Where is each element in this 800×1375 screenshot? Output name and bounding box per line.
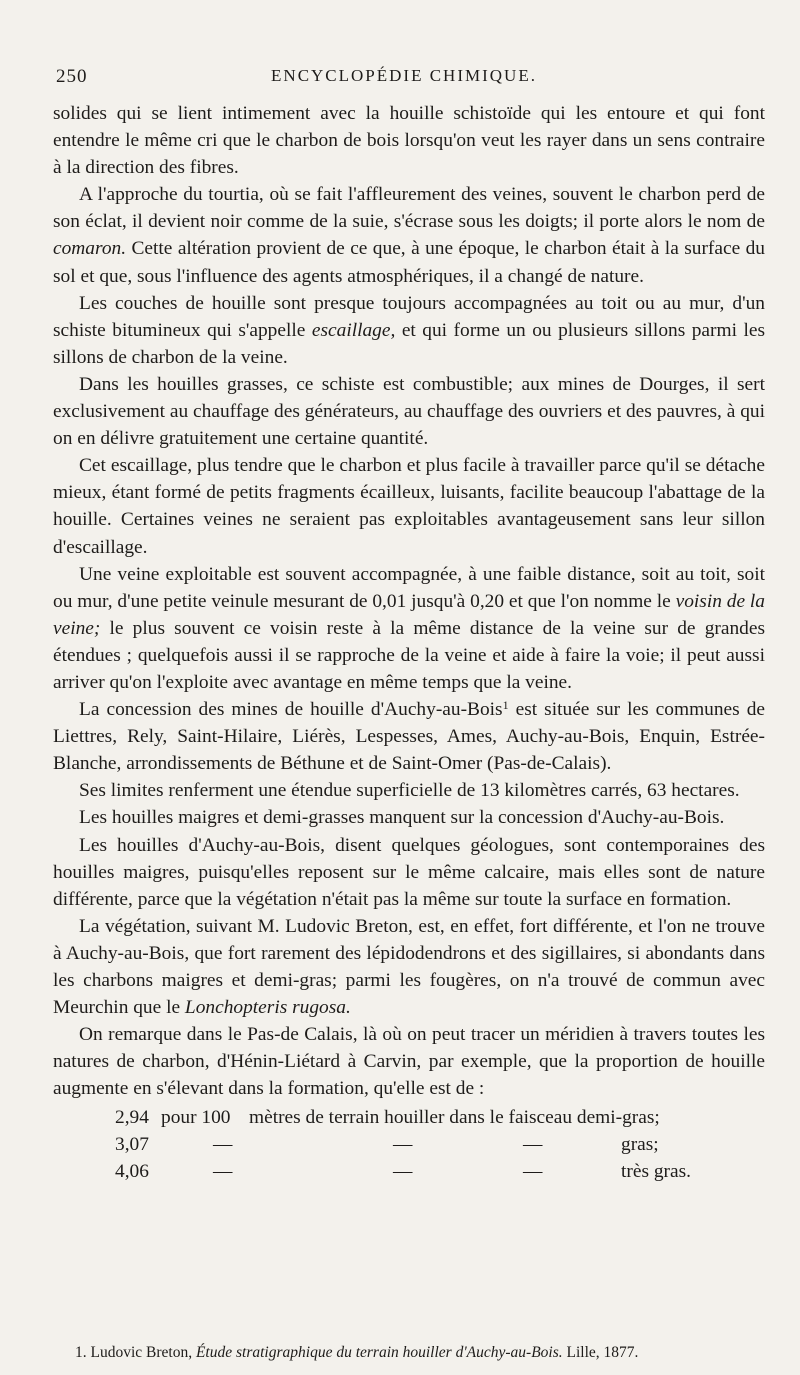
paragraph-6-text-b: le plus souvent ce voisin reste à la même distance de la veine sur de grandes étendues ; quelquefois aussi il se rapproche de la veine et aide à faire la voie; il peut aussi arriver qu'on l'exploite avec avantage en même temps que la veine. [53,617,765,693]
table-text: mètres de terrain houiller dans le faisceau demi-gras; [249,1107,660,1129]
table-dash: — [523,1134,543,1156]
paragraph-7-text-a: La concession des mines de houille d'Auchy-au-Bois [79,699,503,721]
table-grade: gras; [621,1134,659,1156]
table-dash: — [393,1134,413,1156]
footnote-number: 1. [75,1344,87,1361]
paragraph-3-text-a: Les couches de houille sont presque toujours accompagnées au toit ou au mur, d'un schiste bitumineux qui s'appelle [53,292,765,341]
table-unit: pour 100 [161,1107,231,1129]
proportion-table [53,1105,765,1186]
table-dash: — [393,1161,413,1183]
paragraph-6-text-a: Une veine exploitable est souvent accompagnée, à une faible distance, soit au toit, soit ou mur, d'une petite veinule mesurant de 0,01 jusqu'à 0,20 et que l'on nomme le [53,563,765,612]
table-row [53,1105,765,1132]
paragraph-9: Les houilles maigres et demi-grasses manquent sur la concession d'Auchy-au-Bois. [79,807,725,829]
paragraph-2 [53,181,765,289]
page-body [53,100,765,1186]
table-dash: — [213,1134,233,1156]
table-row [53,1159,765,1186]
paragraph-7-text-b: est située sur les communes de Liettres, Rely, Saint-Hilaire, Liérès, Lespesses, Ames, Auchy-au-Bois, Enquin, Estrée-Blanche, arrondissements de Béthune et de Saint-Omer (Pas-de-Calais). [53,699,766,775]
running-title: ENCYCLOPÉDIE CHIMIQUE. [271,66,537,85]
footnote-marker: 1 [502,698,509,713]
table-dash: — [523,1161,543,1183]
page-header [56,66,752,96]
paragraph-2-text-a: A l'approche du tourtia, où se fait l'affleurement des veines, souvent le charbon perd de son éclat, il devient noir comme de la suie, s'écrase sous les doigts; il porte alors le nom de [53,184,765,233]
footnote-author: Ludovic Breton, [90,1344,193,1361]
table-value: 2,94 [115,1107,149,1129]
paragraph-3 [53,290,765,371]
table-dash: — [213,1161,233,1183]
table-value: 3,07 [115,1134,149,1156]
paragraph-8: Ses limites renferment une étendue superficielle de 13 kilomètres carrés, 63 hectares. [79,780,740,802]
paragraph-1: solides qui se lient intimement avec la houille schistoïde qui les entoure et qui font entendre le même cri que le charbon de bois lorsqu'on veut les rayer dans un sens contraire à la direction des fibres. [53,103,765,179]
paragraph-5: Cet escaillage, plus tendre que le charbon et plus facile à travailler parce qu'il se détache mieux, étant formé de petits fragments écailleux, luisants, facilite beaucoup l'abattage de la houille. Certaines veines ne seraient pas exploitables avantageusement sans leur sillon d'escaillage. [53,455,765,558]
paragraph-7 [53,696,765,777]
paragraph-12: On remarque dans le Pas-de Calais, là où on peut tracer un méridien à travers toutes les natures de charbon, d'Hénin-Liétard à Carvin, par exemple, que la proportion de houille augmente en s'élevant dans la formation, qu'elle est de : [53,1024,765,1100]
table-row [53,1132,765,1159]
paragraph-4: Dans les houilles grasses, ce schiste est combustible; aux mines de Dourges, il sert exclusivement au chauffage des générateurs, au chauffage des ouvriers et des pauvres, à qui on en délivre gratuitement une certaine quantité. [53,373,765,450]
paragraph-11 [53,913,765,1021]
term-voisin-de-la-veine: voisin de la veine; [53,590,765,639]
term-comaron: comaron. [53,238,127,260]
page-number: 250 [56,66,88,87]
paragraph-10: Les houilles d'Auchy-au-Bois, disent quelques géologues, sont contemporaines des houilles maigres, puisqu'elles reposent sur le même calcaire, mais elles sont de nature différente, parce que la végétation n'était pas la même sur toute la surface en formation. [53,834,765,910]
paragraph-3-text-b: et qui forme un ou plusieurs sillons parmi les sillons de charbon de la veine. [53,319,765,368]
table-grade: très gras. [621,1161,691,1183]
paragraph-6 [53,561,765,696]
footnote-place-year: Lille, 1877. [566,1344,639,1361]
paragraph-11-text-a: La végétation, suivant M. Ludovic Breton, est, en effet, fort différente, et l'on ne trouve à Auchy-au-Bois, que fort rarement des lépidodendrons et des sigillaires, si abondants dans les charbons maigres et demi-gras; parmi les fougères, on n'a trouvé de commun avec Meurchin que le [53,915,765,1019]
term-lonchopteris-rugosa: Lonchopteris rugosa. [184,997,351,1019]
paragraph-2-text-b: Cette altération provient de ce que, à une époque, le charbon était à la surface du sol et que, sous l'influence des agents atmosphériques, il a changé de nature. [53,238,765,287]
table-value: 4,06 [115,1161,149,1183]
footnote-title: Étude stratigraphique du terrain houiller d'Auchy-au-Bois. [195,1344,563,1361]
term-escaillage: escaillage, [311,319,396,341]
footnote [75,1344,775,1362]
